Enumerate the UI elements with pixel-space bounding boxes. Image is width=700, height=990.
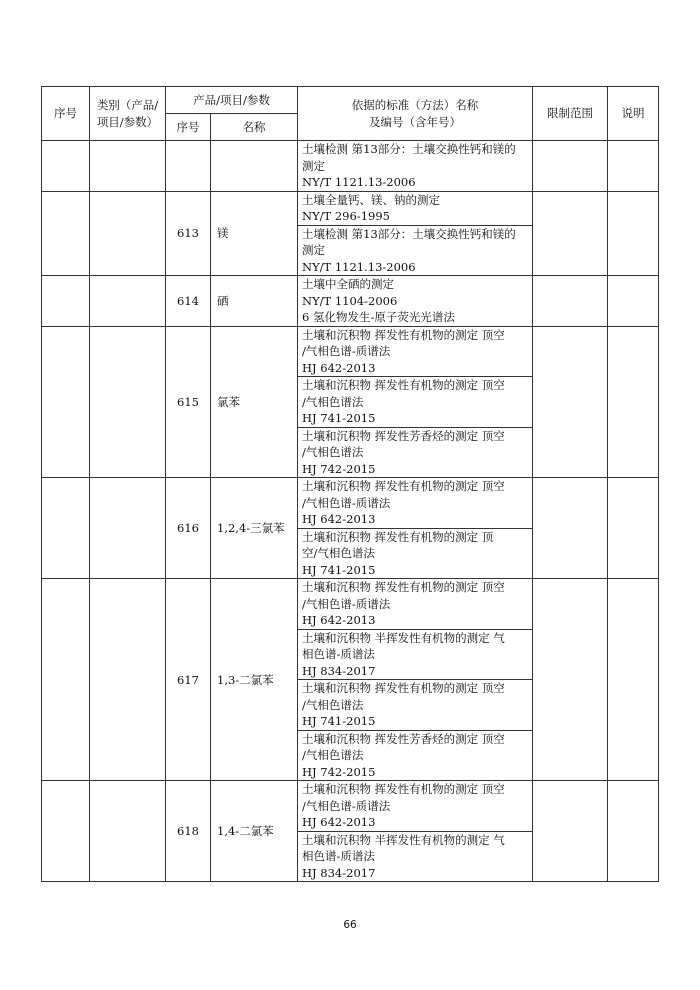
- seq-cell: [42, 191, 90, 276]
- item-name-cell: 1,2,4-三氯苯: [211, 478, 298, 579]
- standard-line: /气相色谱-质谱法: [302, 596, 391, 611]
- standard-line: /气相色谱法: [302, 697, 364, 712]
- table-row: [42, 191, 659, 225]
- standard-line: 土壤全量钙、镁、钠的测定: [302, 192, 440, 207]
- standard-line: 6 氢化物发生-原子荧光光谱法: [302, 310, 455, 324]
- limit-cell: [533, 781, 608, 882]
- table-row: [42, 141, 659, 192]
- standard-line: 土壤检测 第13部分：土壤交换性钙和镁的: [302, 142, 516, 156]
- seq-cell: [42, 276, 90, 327]
- standard-line: /气相色谱-质谱法: [302, 344, 391, 358]
- item-name-cell: 1,4-二氯苯: [211, 781, 298, 882]
- standard-line: HJ 642-2013: [302, 360, 376, 375]
- header-seq: 序号: [42, 87, 90, 141]
- standard-cell: [298, 478, 533, 529]
- standard-line: HJ 642-2013: [302, 613, 376, 627]
- item-name-cell: 氯苯: [211, 326, 298, 478]
- standard-cell: [298, 191, 533, 225]
- note-cell: [608, 579, 659, 781]
- standard-cell: [298, 730, 533, 781]
- standard-cell: [298, 326, 533, 377]
- item-seq-cell: 613: [166, 191, 211, 276]
- table-row: [42, 781, 659, 832]
- table-row: [42, 276, 659, 327]
- standard-cell: [298, 377, 533, 428]
- item-seq-cell: 616: [166, 478, 211, 579]
- header-category-line: 项目/参数）: [96, 114, 159, 129]
- standard-line: NY/T 1121.13-2006: [302, 175, 416, 189]
- header-product-group: 产品/项目/参数: [166, 87, 298, 114]
- table-row: [42, 326, 659, 377]
- item-seq-cell: [166, 141, 211, 192]
- standard-line: 测定: [302, 158, 325, 173]
- item-name-cell: 1,3-二氯苯: [211, 579, 298, 781]
- standard-line: 空/气相色谱法: [302, 546, 375, 560]
- standard-line: 土壤和沉积物 挥发性有机物的测定 顶空: [302, 580, 505, 594]
- seq-cell: [42, 478, 90, 579]
- limit-cell: [533, 191, 608, 276]
- standard-line: 土壤和沉积物 半挥发性有机物的测定 气: [302, 630, 505, 645]
- item-name-cell: 镁: [211, 191, 298, 276]
- standard-line: NY/T 296-1995: [302, 209, 390, 223]
- standard-line: 土壤和沉积物 挥发性有机物的测定 顶空: [302, 327, 505, 342]
- item-name-cell: [211, 141, 298, 192]
- standard-line: HJ 642-2013: [302, 815, 376, 829]
- standard-line: /气相色谱法: [302, 748, 364, 762]
- item-name-cell: 硒: [211, 276, 298, 327]
- category-cell: [90, 326, 166, 478]
- standard-cell: [298, 225, 533, 276]
- note-cell: [608, 326, 659, 478]
- table-row: [42, 478, 659, 529]
- note-cell: [608, 141, 659, 192]
- standard-line: 土壤和沉积物 挥发性有机物的测定 顶: [302, 529, 494, 544]
- standards-table: [41, 86, 659, 882]
- standard-line: HJ 834-2017: [302, 865, 376, 880]
- header-standard: [298, 87, 533, 141]
- limit-cell: [533, 478, 608, 579]
- note-cell: [608, 781, 659, 882]
- item-seq-cell: 614: [166, 276, 211, 327]
- header-standard-line: 依据的标准（方法）名称: [351, 97, 479, 112]
- seq-cell: [42, 579, 90, 781]
- item-seq-cell: 617: [166, 579, 211, 781]
- page-number: 66: [343, 919, 357, 931]
- standard-line: HJ 741-2015: [302, 411, 376, 425]
- standard-line: 土壤和沉积物 挥发性有机物的测定 顶空: [302, 782, 505, 796]
- standard-cell: [298, 427, 533, 478]
- standard-line: HJ 741-2015: [302, 562, 376, 577]
- standard-line: HJ 642-2013: [302, 512, 376, 526]
- header-limit: 限制范围: [533, 87, 608, 141]
- header-category-line: 类别（产品/: [96, 97, 159, 112]
- standard-line: HJ 741-2015: [302, 714, 376, 728]
- standard-line: HJ 834-2017: [302, 663, 376, 678]
- standard-line: NY/T 1104-2006: [302, 293, 398, 308]
- standard-line: HJ 742-2015: [302, 764, 376, 779]
- standard-cell: [298, 629, 533, 680]
- item-seq-cell: 615: [166, 326, 211, 478]
- standard-line: HJ 742-2015: [302, 461, 376, 476]
- standard-line: 土壤和沉积物 挥发性有机物的测定 顶空: [302, 479, 505, 493]
- note-cell: [608, 478, 659, 579]
- standard-line: /气相色谱法: [302, 445, 364, 459]
- seq-cell: [42, 141, 90, 192]
- standard-line: 土壤和沉积物 半挥发性有机物的测定 气: [302, 832, 505, 847]
- header-item-seq: 序号: [166, 114, 211, 141]
- standard-cell: [298, 680, 533, 731]
- standard-cell: [298, 528, 533, 579]
- item-seq-cell: 618: [166, 781, 211, 882]
- standard-line: 土壤和沉积物 挥发性芳香烃的测定 顶空: [302, 428, 505, 443]
- standard-line: 相色谱-质谱法: [302, 647, 375, 661]
- standard-cell: [298, 579, 533, 630]
- standard-line: 土壤中全硒的测定: [302, 277, 394, 291]
- header-item-name: 名称: [211, 114, 298, 141]
- category-cell: [90, 579, 166, 781]
- header-category: [90, 87, 166, 141]
- table-row: [42, 579, 659, 630]
- standard-line: /气相色谱-质谱法: [302, 495, 391, 510]
- standard-line: 测定: [302, 243, 325, 257]
- standard-cell: [298, 781, 533, 832]
- standard-line: NY/T 1121.13-2006: [302, 259, 416, 274]
- category-cell: [90, 781, 166, 882]
- standard-cell: [298, 276, 533, 327]
- category-cell: [90, 191, 166, 276]
- standard-line: 土壤和沉积物 挥发性有机物的测定 顶空: [302, 378, 505, 392]
- standard-line: 土壤检测 第13部分：土壤交换性钙和镁的: [302, 226, 516, 241]
- category-cell: [90, 276, 166, 327]
- seq-cell: [42, 781, 90, 882]
- header-note: 说明: [608, 87, 659, 141]
- standard-cell: [298, 141, 533, 192]
- limit-cell: [533, 141, 608, 192]
- standard-line: 土壤和沉积物 挥发性有机物的测定 顶空: [302, 681, 505, 695]
- category-cell: [90, 141, 166, 192]
- standard-line: /气相色谱法: [302, 394, 364, 409]
- standard-line: /气相色谱-质谱法: [302, 798, 391, 813]
- standard-cell: [298, 831, 533, 882]
- note-cell: [608, 276, 659, 327]
- limit-cell: [533, 579, 608, 781]
- limit-cell: [533, 326, 608, 478]
- note-cell: [608, 191, 659, 276]
- header-standard-line: 及编号（含年号）: [369, 114, 461, 129]
- standard-line: 相色谱-质谱法: [302, 849, 375, 863]
- limit-cell: [533, 276, 608, 327]
- category-cell: [90, 478, 166, 579]
- standard-line: 土壤和沉积物 挥发性芳香烃的测定 顶空: [302, 731, 505, 746]
- seq-cell: [42, 326, 90, 478]
